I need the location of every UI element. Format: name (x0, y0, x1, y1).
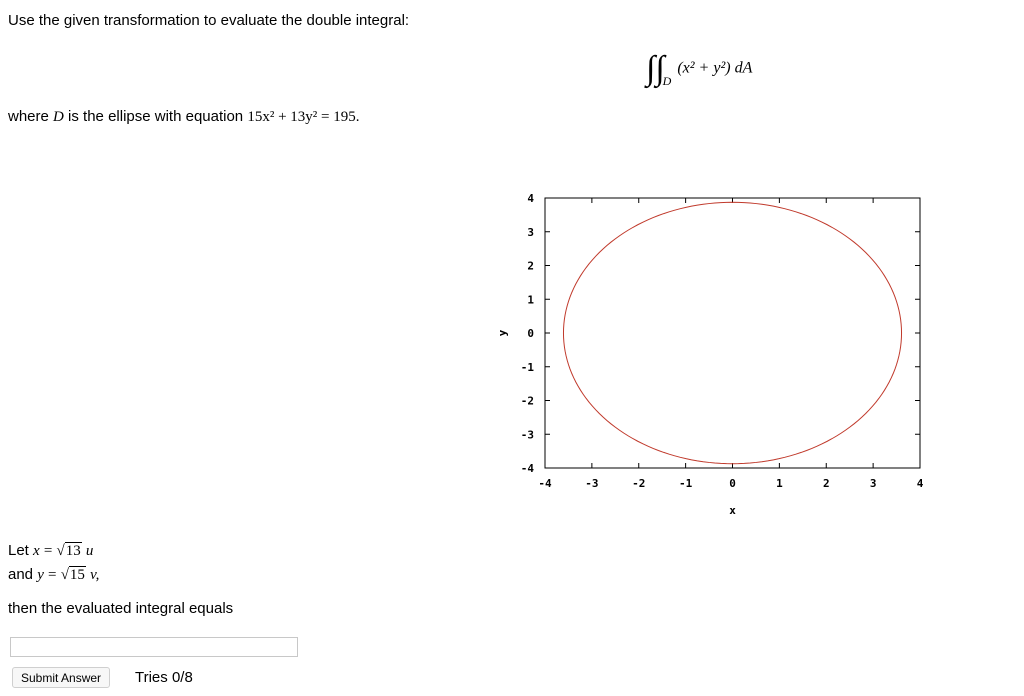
x-tick-label: -4 (538, 477, 552, 490)
y-root: 15 (69, 567, 85, 583)
answer-prompt: then the evaluated integral equals (8, 600, 234, 617)
submit-answer-button[interactable]: Submit Answer (12, 667, 110, 688)
y-tick-label: -2 (520, 394, 534, 408)
question-intro: Use the given transformation to evaluate the double integral: (8, 12, 410, 29)
transformation-y (8, 566, 99, 584)
x-tick-label: 0 (729, 477, 736, 490)
transformation-x (8, 542, 93, 560)
answer-input[interactable] (10, 637, 298, 657)
u-var: u (85, 543, 94, 559)
y-tick-label: 0 (527, 327, 534, 340)
double-integral (646, 50, 752, 88)
v-var: v, (90, 567, 100, 583)
region-description (8, 108, 360, 126)
x-tick-label: 4 (916, 477, 924, 490)
ellipse-curve (563, 202, 901, 463)
ellipse-plot (496, 186, 936, 526)
x-tick-label: 1 (776, 477, 783, 490)
ellipse-equation: 15x² + 13y² = 195. (247, 109, 360, 125)
plot-frame (545, 198, 920, 468)
sqrt-icon: √ (56, 543, 65, 559)
integral-region: D (662, 73, 672, 88)
equals-sign: = (43, 543, 53, 559)
region-symbol: D (53, 109, 64, 125)
region-text: is the ellipse with equation (68, 108, 244, 125)
y-var: y (37, 567, 44, 583)
y-tick-label: -3 (520, 428, 534, 442)
x-tick-label: -1 (679, 477, 693, 490)
x-tick-label: -2 (632, 477, 646, 490)
x-axis-label: x (729, 504, 736, 517)
sqrt-icon: √ (60, 567, 69, 583)
double-integral-sign: ∫∫ (646, 50, 665, 87)
y-tick-label: 4 (527, 192, 534, 205)
y-axis-label: y (496, 329, 509, 337)
y-tick-label: -1 (520, 360, 534, 374)
y-tick-label: -4 (520, 462, 534, 475)
where-word: where (8, 108, 49, 125)
tries-counter: Tries 0/8 (135, 669, 193, 686)
x-tick-label: -3 (585, 477, 599, 490)
x-tick-label: 2 (822, 477, 830, 490)
let-word: Let (8, 542, 29, 559)
and-word: and (8, 566, 34, 583)
differential: dA (734, 59, 753, 77)
x-var: x (33, 543, 40, 559)
y-tick-label: 2 (527, 259, 534, 273)
y-tick-label: 1 (527, 293, 534, 307)
x-tick-label: 3 (869, 477, 877, 490)
y-tick-label: 3 (527, 225, 534, 239)
x-root: 13 (65, 543, 81, 559)
integrand: (x² + y²) (677, 59, 731, 77)
equals-sign: = (48, 567, 57, 583)
